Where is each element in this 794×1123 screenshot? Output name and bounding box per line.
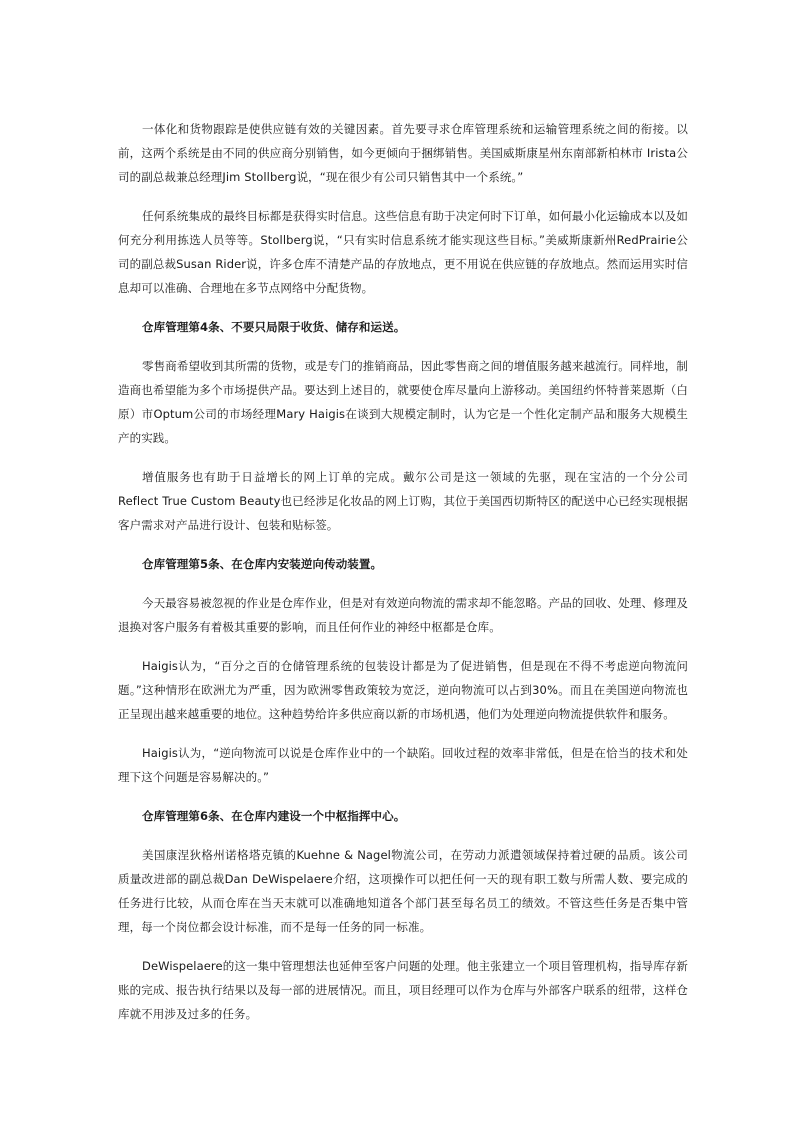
paragraph: Haigis认为，“逆向物流可以说是仓库作业中的一个缺陷。回收过程的效率非常低，但是在恰当的技术和处理下这个问题是容易解决的。”: [118, 746, 688, 784]
paragraph: 美国康涅狄格州诺格塔克镇的Kuehne & Nagel物流公司，在劳动力派遣领域保持着过硬的品质。该公司质量改进部的副总裁Dan DeWispelaere介绍，这项操作可以把任何一天的现有职工数与所需人数、要完成的任务进行比较，从而仓库在当天末就可以准确地知道各个部门甚至每名员工的绩效。不管这些任务是否集中管理，每一个岗位都会设计标准，而不是每一任务的同一标准。: [118, 848, 688, 934]
paragraph: DeWispelaere的这一集中管理想法也延伸至客户问题的处理。他主张建立一个项目管理机构，指导库存新账的完成、报告执行结果以及每一部的进展情况。而且，项目经理可以作为仓库与外部客户联系的纽带，这样仓库就不用涉及过多的任务。: [118, 959, 688, 1021]
paragraph: 零售商希望收到其所需的货物，或是专门的推销商品，因此零售商之间的增值服务越来越流行。同样地，制造商也希望能为多个市场提供产品。要达到上述目的，就要使仓库尽量向上游移动。美国纽约怀特普莱恩斯（白原）市Optum公司的市场经理Mary Haigis在谈到大规模定制时，认为它是一个性化定制产品和服务大规模生产的实践。: [118, 359, 688, 445]
section-heading: 仓库管理第5条、在仓库内安装逆向传动装置。: [142, 557, 383, 571]
paragraph: 今天最容易被忽视的作业是仓库作业，但是对有效逆向物流的需求却不能忽略。产品的回收、处理、修理及退换对客户服务有着极其重要的影响，而且任何作业的神经中枢都是仓库。: [118, 596, 688, 634]
document-body: [118, 117, 688, 1041]
paragraph: 一体化和货物跟踪是使供应链有效的关键因素。首先要寻求仓库管理系统和运输管理系统之间的衔接。以前，这两个系统是由不同的供应商分别销售，如今更倾向于捆绑销售。美国威斯康星州东南部新柏林市 Irista公司的副总裁兼总经理Jim Stollberg说，“现在很少有公司只销售其中一个系统。”: [118, 122, 688, 184]
paragraph: Haigis认为，“百分之百的仓储管理系统的包装设计都是为了促进销售，但是现在不得不考虑逆向物流问题。”这种情形在欧洲尤为严重，因为欧洲零售政策较为宽泛，逆向物流可以占到30%。而且在美国逆向物流也正呈现出越来越重要的地位。这种趋势给许多供应商以新的市场机遇，他们为处理逆向物流提供软件和服务。: [118, 659, 688, 721]
paragraph: 任何系统集成的最终目标都是获得实时信息。这些信息有助于决定何时下订单，如何最小化运输成本以及如何充分利用拣选人员等等。Stollberg说，“只有实时信息系统才能实现这些目标。”美威斯康新州RedPrairie公司的副总裁Susan Rider说，许多仓库不清楚产品的存放地点，更不用说在供应链的存放地点。然而运用实时信息却可以准确、合理地在多节点网络中分配货物。: [118, 209, 688, 295]
paragraph: 增值服务也有助于日益增长的网上订单的完成。戴尔公司是这一领域的先驱，现在宝洁的一个分公司Reflect True Custom Beauty也已经涉足化妆品的网上订购，其位于美国西切斯特区的配送中心已经实现根据客户需求对产品进行设计、包装和贴标签。: [118, 470, 688, 532]
section-heading: 仓库管理第6条、在仓库内建设一个中枢指挥中心。: [142, 809, 406, 823]
section-heading: 仓库管理第4条、不要只局限于收货、储存和运送。: [142, 320, 406, 334]
